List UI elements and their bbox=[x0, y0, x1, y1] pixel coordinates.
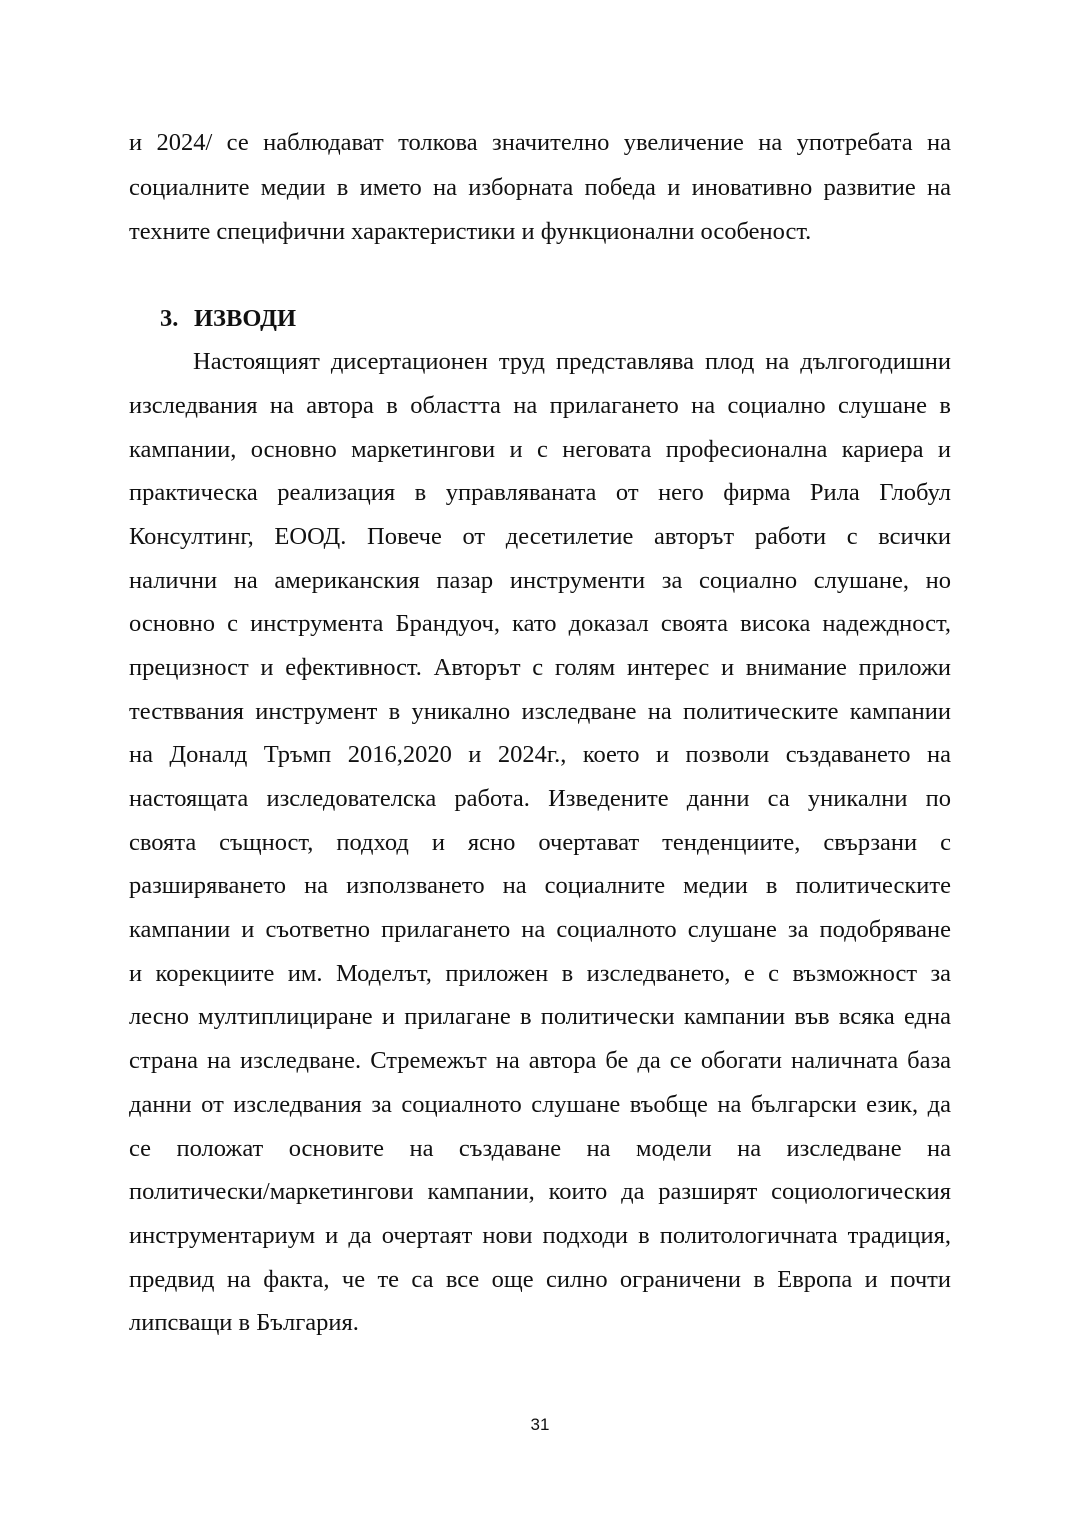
body-line: кампании, основно маркетингови и с неговата професионална кариера и bbox=[129, 436, 951, 463]
body-line: предвид на факта, че те са все още силно ограничени в Европа и почти bbox=[129, 1266, 951, 1293]
body-line: настоящата изследователска работа. Изведените данни са уникални по bbox=[129, 785, 951, 812]
section-number: 3. bbox=[160, 305, 179, 332]
body-line: инструментариум и да очертаят нови подходи в политологичната традиция, bbox=[129, 1222, 951, 1249]
body-line: липсващи в България. bbox=[129, 1309, 359, 1336]
intro-line: и 2024/ се наблюдават толкова значително увеличение на употребата на bbox=[129, 129, 951, 156]
body-line: разширяването на използването на социалните медии в политическите bbox=[129, 872, 951, 899]
body-line: своята същност, подход и ясно очертават тенденциите, свързани с bbox=[129, 829, 951, 856]
body-line: лесно мултиплициране и прилагане в политически кампании във всяка една bbox=[129, 1003, 951, 1030]
body-line: и корекциите им. Моделът, приложен в изследването, е с възможност за bbox=[129, 960, 951, 987]
body-line: политически/маркетингови кампании, които да разширят социологическия bbox=[129, 1178, 951, 1205]
section-title: ИЗВОДИ bbox=[194, 305, 297, 332]
body-line: изследвания на автора в областта на прилагането на социално слушане в bbox=[129, 392, 951, 419]
section-heading bbox=[160, 304, 296, 334]
body-line: Настоящият дисертационен труд представлява плод на дългогодишни bbox=[193, 348, 951, 375]
body-line: данни от изследвания за социалното слушане въобще на български език, да bbox=[129, 1091, 951, 1118]
body-line: се положат основите на създаване на модели на изследване на bbox=[129, 1135, 951, 1162]
intro-line: техните специфични характеристики и функционални особеност. bbox=[129, 218, 812, 245]
intro-line: социалните медии в името на изборната победа и иновативно развитие на bbox=[129, 174, 951, 201]
body-line: прецизност и ефективност. Авторът с голям интерес и внимание приложи bbox=[129, 654, 951, 681]
body-line: Консултинг, ЕООД. Повече от десетилетие авторът работи с всички bbox=[129, 523, 951, 550]
body-line: налични на американския пазар инструменти за социално слушане, но bbox=[129, 567, 951, 594]
body-line: тестввания инструмент в уникално изследване на политическите кампании bbox=[129, 698, 951, 725]
page-number: 31 bbox=[530, 1415, 550, 1434]
body-line: кампании и съответно прилагането на социалното слушане за подобряване bbox=[129, 916, 951, 943]
body-line: страна на изследване. Стремежът на автора бе да се обогати наличната база bbox=[129, 1047, 951, 1074]
body-line: основно с инструмента Брандуоч, като доказал своята висока надеждност, bbox=[129, 610, 951, 637]
body-line: на Доналд Тръмп 2016,2020 и 2024г., което и позволи създаването на bbox=[129, 741, 951, 768]
body-line: практическа реализация в управляваната от него фирма Рила Глобул bbox=[129, 479, 951, 506]
